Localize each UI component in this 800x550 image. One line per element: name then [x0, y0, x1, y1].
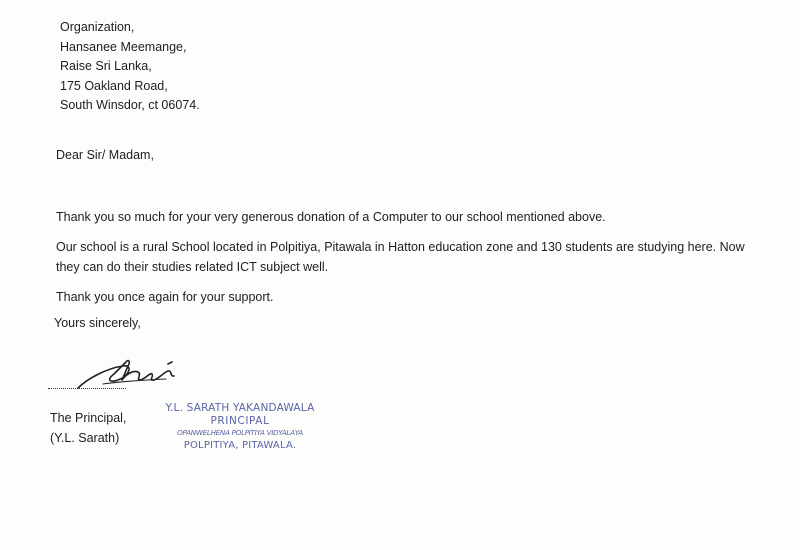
address-line-name: Hansanee Meemange, — [60, 39, 187, 54]
recipient-address — [60, 18, 200, 116]
address-line-street: 175 Oakland Road, — [60, 78, 168, 93]
closing-line: Yours sincerely, — [54, 316, 141, 330]
signer-title: The Principal, — [50, 411, 127, 425]
official-stamp — [150, 402, 330, 452]
body-paragraph-school-info: Our school is a rural School located in Polpitiya, Pitawala in Hatton education zone and 130 students are studying here. Now they can do their studies related ICT subject well. — [56, 240, 745, 274]
salutation: Dear Sir/ Madam, — [56, 148, 154, 162]
signature-dotted-line — [48, 388, 126, 389]
stamp-school: OPANWELHENA POLPITIYA VIDYALAYA — [177, 428, 303, 437]
signer-name: (Y.L. Sarath) — [50, 431, 120, 445]
signer-block — [50, 408, 126, 448]
body-paragraph-thanks: Thank you so much for your very generous donation of a Computer to our school mentioned above. — [56, 210, 606, 224]
handwritten-signature — [48, 350, 188, 400]
stamp-name: Y.L. SARATH YAKANDAWALA — [165, 402, 315, 414]
body-paragraph-support: Thank you once again for your support. — [56, 290, 274, 304]
address-line-city: South Winsdor, ct 06074. — [60, 98, 200, 112]
stamp-title: PRINCIPAL — [210, 414, 270, 427]
stamp-location: POLPITIYA, PITAWALA. — [183, 439, 297, 451]
address-line-org-name: Raise Sri Lanka, — [60, 59, 152, 73]
address-line-organization: Organization, — [60, 20, 135, 34]
